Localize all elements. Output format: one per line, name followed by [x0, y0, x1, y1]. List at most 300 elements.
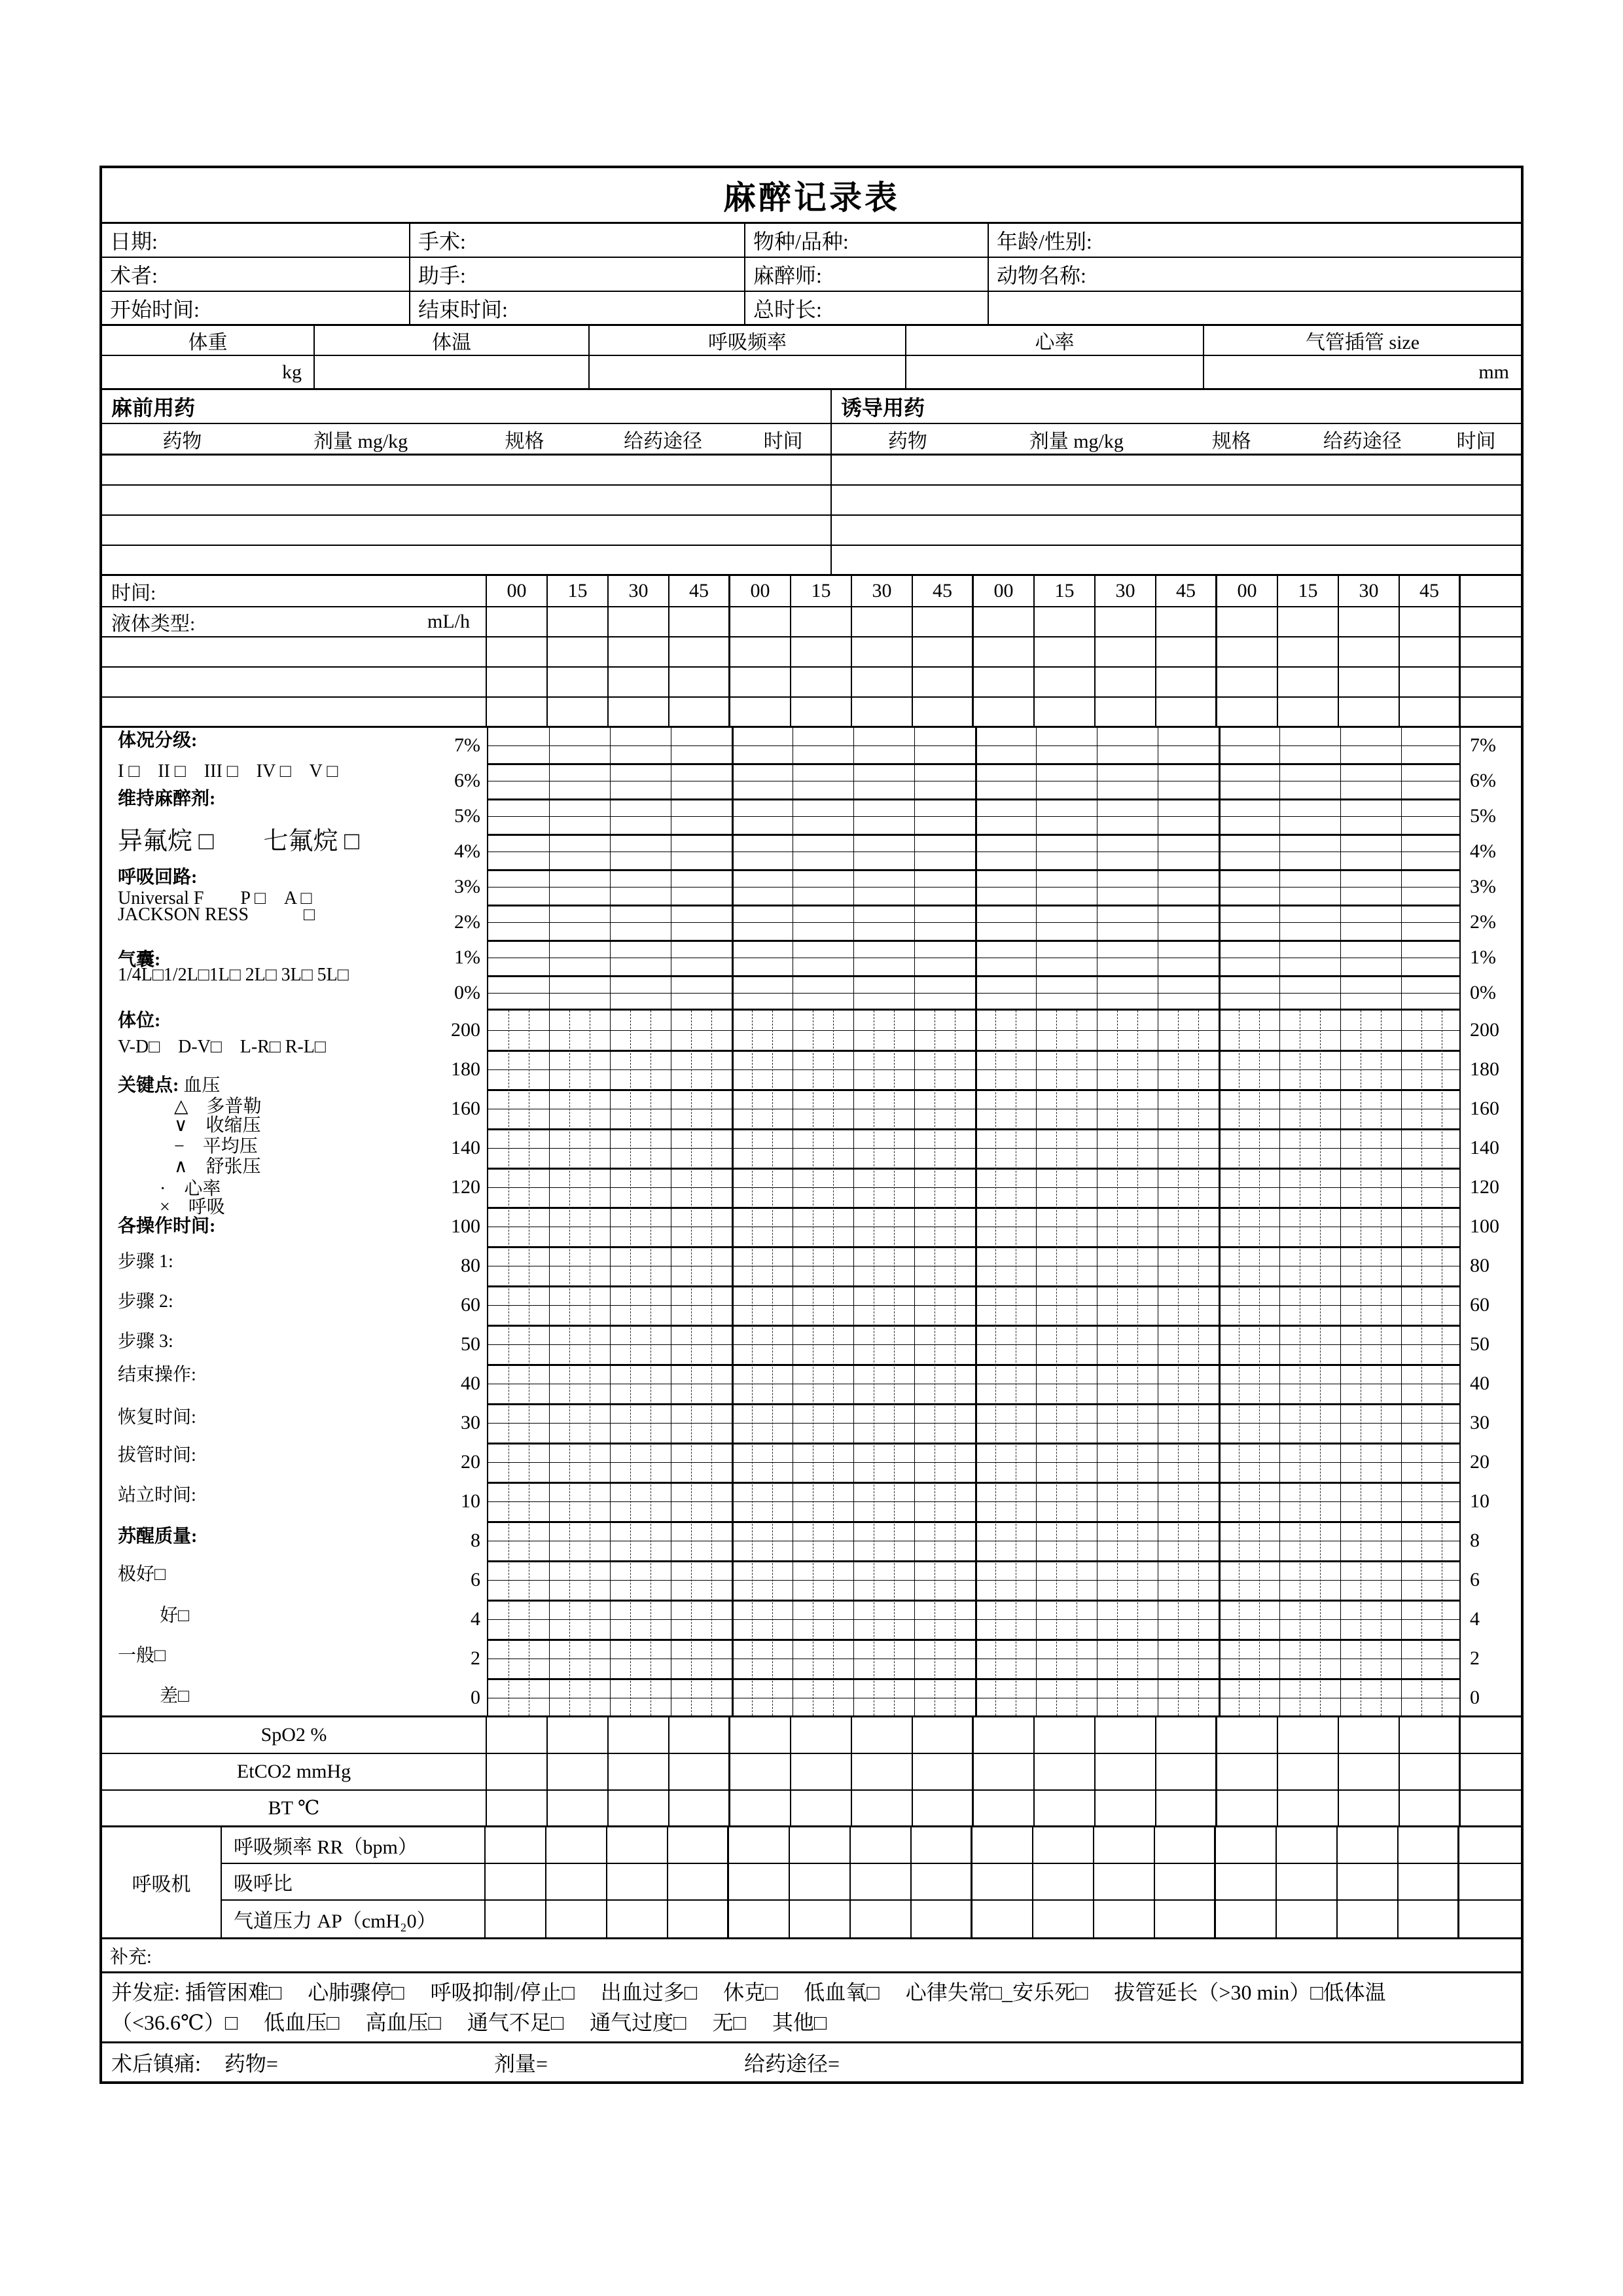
fluid-entry-label-cell: [102, 698, 487, 726]
bp-scale-label-left: 4: [471, 1608, 480, 1630]
complications-line-1[interactable]: 并发症: 插管困难□ 心肺骤停□ 呼吸抑制/停止□ 出血过多□ 休克□ 低血氧□ 心律失常□_安乐死□ 拔管延长（>30 min）□低体温: [111, 1981, 1386, 2004]
info-cell: [989, 258, 1521, 291]
info-label: 助手:: [418, 264, 466, 287]
operation-times-heading: 各操作时间:: [118, 1216, 216, 1236]
fluid-entry-cell: [852, 637, 913, 666]
ventilator-cell: [1033, 1827, 1094, 1863]
time-tick: 30: [1115, 580, 1135, 601]
monitor-cell: [1035, 1717, 1096, 1753]
monitor-cell: [548, 1717, 609, 1753]
jackson-rees-checkbox[interactable]: JACKSON RESS □: [118, 905, 315, 925]
induction-title: 诱导用药: [841, 396, 925, 420]
ventilator-cell: [1338, 1864, 1399, 1899]
fluid-label-cell: [102, 607, 487, 636]
bp-scale-label-left: 120: [451, 1176, 480, 1198]
ventilator-cell: [912, 1864, 972, 1899]
fluid-entry-cell: [1156, 698, 1217, 726]
bp-scale-label-right: 0: [1470, 1687, 1480, 1708]
time-tick: 45: [689, 580, 709, 601]
monitor-cell: [669, 1754, 730, 1789]
fluid-entry-cell: [974, 637, 1035, 666]
med-column-header: 剂量 mg/kg: [1029, 430, 1124, 452]
fluid-cell: [487, 607, 548, 636]
bp-scale-label-left: 20: [461, 1451, 480, 1473]
monitor-cell: [913, 1754, 974, 1789]
time-tick: 15: [1054, 580, 1075, 601]
time-tick-cell-end: [1461, 576, 1521, 606]
bp-scale-label-left: 140: [451, 1137, 480, 1158]
vitals-header-cell: [1204, 326, 1521, 355]
bp-gridline: [488, 1069, 1459, 1070]
monitor-label-cell: [102, 1717, 487, 1753]
ventilator-cell: [1338, 1827, 1399, 1863]
fluid-entry-cell: [1035, 637, 1096, 666]
monitor-cell: [1400, 1791, 1461, 1825]
fluid-cell: [791, 607, 852, 636]
time-tick: 45: [1176, 580, 1196, 601]
bp-scale-label-left: 30: [461, 1412, 480, 1433]
bp-scale-label-right: 50: [1470, 1333, 1489, 1355]
med-entry-row: [102, 546, 1521, 576]
bp-grid-column-line: [549, 1011, 550, 1715]
monitor-cell-end: [1461, 1754, 1521, 1789]
vitals-header-cell: [906, 326, 1204, 355]
ventilator-cell: [1094, 1901, 1155, 1937]
time-tick: 45: [1419, 580, 1439, 601]
percent-scale-label-left: 7%: [454, 734, 480, 756]
ventilator-cell: [607, 1901, 668, 1937]
med-header-row: [102, 424, 1521, 456]
time-tick-cell: [548, 576, 609, 606]
percent-scale-label-left: 5%: [454, 805, 480, 827]
bp-grid-5min-dashed-line: [569, 1011, 570, 1715]
monitor-cell: [730, 1791, 791, 1825]
vitals-header-label: 心率: [1035, 332, 1075, 353]
ventilator-cell: [668, 1901, 729, 1937]
bp-scale-label-left: 8: [471, 1530, 480, 1551]
ventilator-cell: [972, 1827, 1033, 1863]
bp-gridline: [488, 1462, 1459, 1463]
monitor-row: [102, 1791, 1521, 1827]
fluid-entry-label-cell: [102, 668, 487, 696]
info-cell: [989, 292, 1521, 324]
bp-gridline: [488, 1639, 1459, 1641]
percent-grid-column-line: [732, 728, 734, 1009]
percent-scale-label-right: 2%: [1470, 911, 1496, 933]
bp-grid-5min-dashed-line: [1421, 1011, 1422, 1715]
bp-grid-5min-dashed-line: [691, 1011, 692, 1715]
bp-grid-column-line: [1401, 1011, 1402, 1715]
fluid-cell: [974, 607, 1035, 636]
ventilator-cell: [1399, 1827, 1459, 1863]
complications-row: [102, 1973, 1521, 2043]
med-entry-cell-left: [102, 456, 832, 484]
asa-grade-checkboxes[interactable]: I □ II □ III □ IV □ V □: [118, 761, 338, 781]
ventilator-cell: [790, 1827, 851, 1863]
time-tick-cell: [791, 576, 852, 606]
med-column-header: 时间: [1456, 430, 1496, 452]
ventilator-cell: [851, 1864, 912, 1899]
fluid-entry-cell: [1035, 668, 1096, 696]
time-tick: 30: [628, 580, 649, 601]
monitor-section: [102, 1717, 1521, 1939]
anesthetic-agent-checkboxes[interactable]: 异氟烷 □ 七氟烷 □: [118, 827, 359, 855]
ventilator-sublabel-cell: [222, 1827, 486, 1863]
bp-scale-label-left: 160: [451, 1098, 480, 1119]
percent-gridline: [488, 940, 1459, 942]
time-label: 时间:: [111, 583, 156, 604]
bp-grid-5min-dashed-line: [1381, 1011, 1382, 1715]
recovery-fair-checkbox[interactable]: 一般□: [118, 1645, 166, 1666]
info-cell: [745, 258, 989, 291]
legend-mean: − 平均压: [174, 1136, 258, 1157]
position-heading: 体位:: [118, 1011, 161, 1031]
info-cell: [410, 258, 745, 291]
time-tick: 00: [750, 580, 770, 601]
fluid-entry-cell: [730, 668, 791, 696]
info-cell: [102, 224, 410, 257]
premed-title: 麻前用药: [111, 396, 196, 420]
monitor-cell: [791, 1791, 852, 1825]
legend-doppler: △ 多普勒: [174, 1096, 262, 1117]
ventilator-cell: [1216, 1864, 1277, 1899]
monitor-cell: [609, 1791, 669, 1825]
complications-line-2[interactable]: （<36.6℃）□ 低血压□ 高血压□ 通气不足□ 通气过度□ 无□ 其他□: [111, 2011, 827, 2034]
bp-gridline: [488, 1619, 1459, 1620]
tube-unit-label: mm: [1478, 361, 1509, 383]
monitor-cell: [1339, 1754, 1400, 1789]
vitals-values-row: [102, 356, 1521, 390]
monitor-cell: [1278, 1717, 1339, 1753]
med-header-half: [832, 424, 1521, 454]
med-column-header: 给药途径: [623, 430, 702, 452]
ventilator-cell: [486, 1901, 546, 1937]
ventilator-cell: [486, 1864, 546, 1899]
legend-diastolic: ∧ 舒张压: [174, 1157, 261, 1177]
med-column-header: 规格: [1211, 430, 1251, 452]
ventilator-cell: [546, 1864, 607, 1899]
bp-grid-5min-dashed-line: [630, 1011, 631, 1715]
bp-grid-column-line: [610, 1011, 611, 1715]
fluid-entry-row: [102, 698, 1521, 728]
end-operation-label: 结束操作:: [118, 1365, 196, 1385]
time-tick: 15: [567, 580, 588, 601]
fluid-entry-cell: [1400, 698, 1461, 726]
fluid-cell: [1339, 607, 1400, 636]
percent-grid-column-line: [549, 728, 550, 1009]
time-tick-cell: [913, 576, 974, 606]
ventilator-row: [222, 1864, 1521, 1901]
monitor-cell: [852, 1717, 913, 1753]
recovery-time-label: 恢复时间:: [118, 1407, 196, 1427]
time-tick: 00: [993, 580, 1014, 601]
vitals-value-cell: [102, 356, 315, 388]
bp-gridline: [488, 1285, 1459, 1287]
monitor-cell: [1217, 1754, 1278, 1789]
bp-grid-5min-dashed-line: [752, 1011, 753, 1715]
percent-scale-label-left: 2%: [454, 911, 480, 933]
fluid-entry-cell: [1278, 637, 1339, 666]
bp-scale-label-left: 60: [461, 1294, 480, 1316]
fluid-entry-cell: [1156, 668, 1217, 696]
bp-grid-column-line: [732, 1011, 734, 1715]
fluid-entry-cell: [730, 637, 791, 666]
fluid-entry-cell: [791, 637, 852, 666]
bp-gridline: [488, 1030, 1459, 1031]
monitor-label: BT ℃: [268, 1797, 320, 1819]
med-column-header: 给药途径: [1323, 430, 1402, 452]
bp-scale-label-right: 40: [1470, 1372, 1489, 1394]
bp-gridline: [488, 1560, 1459, 1562]
info-cell: [102, 258, 410, 291]
ventilator-label-text: 呼吸机: [132, 1874, 191, 1895]
percent-gridline: [488, 798, 1459, 800]
bp-gridline: [488, 1344, 1459, 1345]
fluid-entry-cell: [609, 637, 669, 666]
monitor-cell: [1156, 1791, 1217, 1825]
ventilator-cell: [912, 1827, 972, 1863]
fluid-entry-cell-end: [1461, 698, 1521, 726]
med-entry-cell-left: [102, 546, 832, 574]
monitor-cell: [913, 1791, 974, 1825]
fluid-entry-row: [102, 637, 1521, 668]
ventilator-cell: [1277, 1901, 1338, 1937]
monitor-cell: [974, 1717, 1035, 1753]
bp-gridline: [488, 1482, 1459, 1484]
bp-gridline: [488, 1423, 1459, 1424]
recovery-quality-heading: 苏醒质量:: [118, 1526, 198, 1547]
info-label: 物种/品种:: [753, 230, 849, 253]
ventilator-cell: [607, 1864, 668, 1899]
bp-scale-label-right: 80: [1470, 1255, 1489, 1276]
bp-gridline: [488, 1364, 1459, 1366]
med-column-header: 药物: [887, 430, 927, 452]
fluid-entry-cell: [669, 637, 730, 666]
vitals-header-row: [102, 326, 1521, 356]
info-cell: [989, 224, 1521, 257]
universal-f-checkboxes[interactable]: Universal F P □ A □: [118, 888, 312, 908]
fluid-row: [102, 607, 1521, 637]
fluid-entry-cell: [913, 637, 974, 666]
chart-left-panel: [102, 728, 487, 1715]
fluid-entry-cell: [669, 668, 730, 696]
condition-grade-heading: 体况分级:: [118, 730, 198, 751]
time-tick: 15: [1298, 580, 1318, 601]
position-checkboxes[interactable]: V-D□ D-V□ L-R□ R-L□: [118, 1037, 326, 1057]
bp-gridline: [488, 1089, 1459, 1091]
time-header-row: [102, 576, 1521, 607]
info-label: 结束时间:: [418, 297, 508, 321]
percent-gridline: [488, 869, 1459, 871]
recovery-poor-checkbox[interactable]: 差□: [160, 1686, 189, 1706]
time-tick: 30: [872, 580, 892, 601]
fluid-cell: [1035, 607, 1096, 636]
bp-gridline: [488, 1678, 1459, 1680]
bp-scale-label-left: 0: [471, 1687, 480, 1708]
info-cell: [102, 292, 410, 324]
bp-scale-label-right: 140: [1470, 1137, 1499, 1158]
bp-gridline: [488, 1325, 1459, 1327]
monitor-cell: [852, 1791, 913, 1825]
ventilator-row: [222, 1827, 1521, 1864]
percent-scale-label-left: 1%: [454, 946, 480, 968]
ventilator-cell: [668, 1864, 729, 1899]
vitals-value-cell: [1204, 356, 1521, 388]
med-column-header: 剂量 mg/kg: [313, 430, 408, 452]
percent-grid-column-line: [1279, 728, 1280, 1009]
time-fluid-section: [102, 576, 1521, 728]
postop-analgesia-row: [102, 2043, 1521, 2081]
time-tick-cell: [852, 576, 913, 606]
postop-drug-field[interactable]: 药物=: [224, 2052, 278, 2075]
ventilator-row: [222, 1901, 1521, 1937]
info-label: 开始时间:: [110, 297, 200, 321]
info-cell: [410, 292, 745, 324]
vitals-header-label: 体重: [188, 332, 228, 353]
med-entry-row: [102, 456, 1521, 486]
monitor-cell: [1217, 1717, 1278, 1753]
bp-gridline: [488, 1168, 1459, 1170]
supplement-label: 补充:: [110, 1946, 152, 1967]
monitor-cell: [1096, 1717, 1156, 1753]
fluid-entry-cell: [1217, 637, 1278, 666]
percent-scale-label-right: 1%: [1470, 946, 1496, 968]
fluid-entry-cell: [609, 698, 669, 726]
ventilator-cell: [1033, 1901, 1094, 1937]
bp-scale-label-left: 50: [461, 1333, 480, 1355]
bp-grid-column-line: [1340, 1011, 1341, 1715]
maintenance-anesthetic-heading: 维持麻醉剂:: [118, 789, 216, 809]
fluid-type-label: 液体类型:: [111, 613, 196, 635]
bp-gridline: [488, 1148, 1459, 1149]
ventilator-rows: [222, 1827, 1521, 1937]
legend-systolic: ∨ 收缩压: [174, 1115, 261, 1136]
time-tick-cell: [669, 576, 730, 606]
fluid-entry-cell: [487, 668, 548, 696]
bp-scale-label-right: 10: [1470, 1490, 1489, 1512]
ventilator-cell: [1094, 1864, 1155, 1899]
monitor-cell: [1035, 1754, 1096, 1789]
info-label: 动物名称:: [997, 264, 1086, 287]
time-tick-cell: [1156, 576, 1217, 606]
med-entry-row: [102, 486, 1521, 516]
time-tick-cell: [974, 576, 1035, 606]
bp-scale-label-left: 40: [461, 1372, 480, 1394]
monitor-cell: [1278, 1754, 1339, 1789]
bp-grid-5min-dashed-line: [772, 1011, 773, 1715]
time-tick-cell: [1278, 576, 1339, 606]
fluid-rate-unit: mL/h: [427, 611, 470, 632]
monitor-cell: [852, 1754, 913, 1789]
info-row: [102, 258, 1521, 292]
percent-gridline: [488, 887, 1459, 888]
ventilator-cell: [546, 1827, 607, 1863]
monitor-cell: [1096, 1791, 1156, 1825]
monitor-cell: [913, 1717, 974, 1753]
legend-respiration: × 呼吸: [160, 1197, 225, 1217]
bp-scale-label-left: 200: [451, 1019, 480, 1041]
ventilator-cell: [607, 1827, 668, 1863]
bp-scale-label-left: 80: [461, 1255, 480, 1276]
fluid-entry-cell: [1339, 698, 1400, 726]
bp-scale-label-right: 2: [1470, 1647, 1480, 1669]
ventilator-cell: [851, 1901, 912, 1937]
monitor-cell: [730, 1717, 791, 1753]
bp-grid-column-line: [1279, 1011, 1280, 1715]
postop-label: 术后镇痛:: [111, 2052, 201, 2075]
monitor-cell: [791, 1717, 852, 1753]
bp-scale-label-right: 30: [1470, 1412, 1489, 1433]
percent-grid-column-line: [1401, 728, 1402, 1009]
monitor-cell: [1278, 1791, 1339, 1825]
monitor-cell: [1217, 1791, 1278, 1825]
recovery-excellent-checkbox[interactable]: 极好□: [118, 1564, 166, 1585]
ventilator-cell: [1155, 1901, 1216, 1937]
ventilator-cell: [1216, 1827, 1277, 1863]
time-tick: 15: [811, 580, 831, 601]
recovery-good-checkbox[interactable]: 好□: [160, 1605, 189, 1626]
fluid-entry-cell: [1096, 698, 1156, 726]
med-header-half: [102, 424, 832, 454]
bp-grid-column-line: [853, 1011, 854, 1715]
bp-gridline: [488, 1521, 1459, 1523]
fluid-entry-cell: [548, 698, 609, 726]
standing-time-label: 站立时间:: [118, 1485, 196, 1505]
percent-grid-column-line: [1219, 728, 1221, 1009]
percent-gridline: [488, 905, 1459, 906]
fluid-entry-cell: [1339, 637, 1400, 666]
bp-grid-column-line: [1036, 1011, 1037, 1715]
ventilator-cell: [729, 1864, 790, 1899]
fluid-entry-cell: [487, 637, 548, 666]
postop-dose-field[interactable]: 剂量=: [493, 2052, 548, 2075]
fluid-entry-cell: [1278, 668, 1339, 696]
monitor-cell: [487, 1791, 548, 1825]
ventilator-cell: [1399, 1901, 1459, 1937]
fluid-entry-cell: [1096, 637, 1156, 666]
med-column-header: 药物: [162, 430, 202, 452]
bp-gridline: [488, 1501, 1459, 1502]
fluid-cell: [609, 607, 669, 636]
monitor-cell: [548, 1791, 609, 1825]
info-label: 总时长:: [753, 297, 822, 321]
info-label: 年龄/性别:: [997, 230, 1092, 253]
bp-scale-label-right: 160: [1470, 1098, 1499, 1119]
ventilator-sublabel: 呼吸频率 RR（bpm）: [234, 1837, 418, 1858]
med-entry-row: [102, 516, 1521, 546]
fluid-entry-cell-end: [1461, 668, 1521, 696]
postop-route-field[interactable]: 给药途径=: [744, 2052, 840, 2075]
fluid-entry-cell: [609, 668, 669, 696]
vitals-header-cell: [102, 326, 315, 355]
med-column-header: 规格: [505, 430, 544, 452]
ventilator-sublabel-cell: [222, 1864, 486, 1899]
monitor-cell: [1339, 1791, 1400, 1825]
bp-grid-column-line: [1219, 1011, 1221, 1715]
info-label: 手术:: [418, 230, 466, 253]
ventilator-cell: [1277, 1864, 1338, 1899]
ventilator-cell: [729, 1901, 790, 1937]
percent-gridline: [488, 745, 1459, 746]
bp-grid-5min-dashed-line: [1198, 1011, 1199, 1715]
bag-size-checkboxes[interactable]: 1/4L□1/2L□1L□ 2L□ 3L□ 5L□: [118, 965, 349, 985]
fluid-cell: [913, 607, 974, 636]
fluid-entry-cell: [1339, 668, 1400, 696]
monitor-cell: [1156, 1717, 1217, 1753]
info-section: [102, 224, 1521, 326]
page-title: 麻醉记录表: [723, 179, 900, 216]
bp-scale-label-right: 8: [1470, 1530, 1480, 1551]
